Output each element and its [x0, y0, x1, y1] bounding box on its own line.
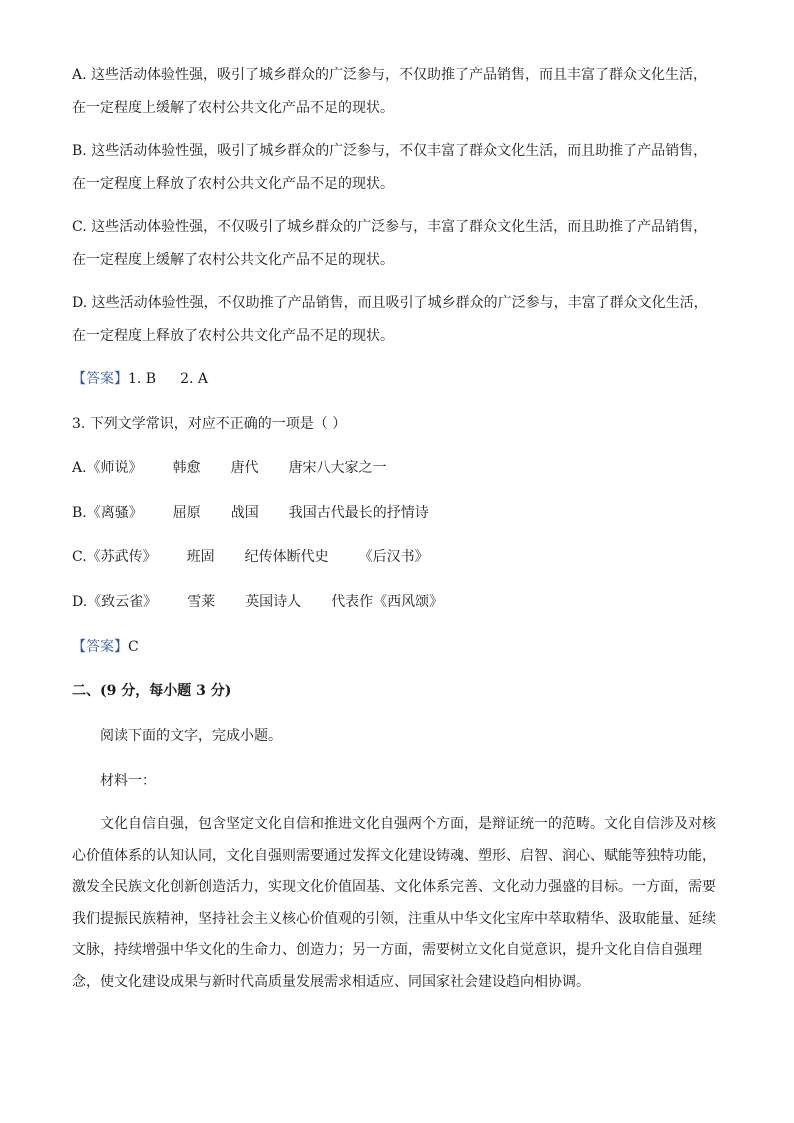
q3-option-label: B.	[72, 505, 87, 521]
q2-option-d-line2: 在一定程度上释放了农村公共文化产品不足的现状。	[72, 328, 394, 344]
q3-option-era: 纪传体断代史	[244, 549, 329, 565]
question-3-stem: 3. 下列文学常识，对应不正确的一项是（ ）	[72, 416, 347, 432]
q3-option-work: 《师说》	[86, 460, 143, 476]
q3-option-note: 我国古代最长的抒情诗	[288, 505, 429, 521]
q3-option-label: D.	[72, 594, 88, 610]
q3-option-work: 《致云雀》	[87, 594, 158, 610]
q2-option-a-line2: 在一定程度上缓解了农村公共文化产品不足的现状。	[72, 100, 394, 116]
q3-option-work: 《苏武传》	[86, 549, 157, 565]
q3-option-author: 雪莱	[187, 594, 216, 610]
q3-option-label: C.	[72, 549, 87, 565]
q2-option-a-line1: A. 这些活动体验性强，吸引了城乡群众的广泛参与，不仅助推了产品销售，而且丰富了群众文化生活，	[72, 67, 708, 83]
answer-3-value: C	[128, 639, 139, 655]
material-1-title: 材料一：	[100, 773, 156, 789]
q3-option-note: 唐宋八大家之一	[288, 460, 387, 476]
q3-option-author: 韩愈	[172, 460, 201, 476]
section-2-heading: 二、(9 分，每小题 3 分)	[72, 683, 232, 699]
q2-option-d-line1: D. 这些活动体验性强，不仅助推了产品销售，而且吸引了城乡群众的广泛参与，丰富了群众文化生活，	[72, 295, 708, 311]
q3-option-d	[72, 593, 443, 611]
q3-option-note: 《后汉书》	[358, 549, 429, 565]
q3-option-c	[72, 548, 429, 566]
q3-option-b	[72, 504, 429, 522]
q3-option-author: 屈原	[172, 505, 201, 521]
q2-option-c-line2: 在一定程度上缓解了农村公共文化产品不足的现状。	[72, 252, 394, 268]
q3-option-author: 班固	[186, 549, 215, 565]
q3-option-era: 战国	[230, 505, 259, 521]
q2-option-c-line1: C. 这些活动体验性强，不仅吸引了城乡群众的广泛参与，丰富了群众文化生活，而且助推了产品销售，	[72, 219, 708, 235]
answer-tag: 【答案】	[72, 639, 128, 655]
q3-option-era: 英国诗人	[245, 594, 302, 610]
answer-2-value: 2. A	[180, 371, 209, 387]
q3-option-era: 唐代	[230, 460, 259, 476]
q2-option-b-line2: 在一定程度上释放了农村公共文化产品不足的现状。	[72, 176, 394, 192]
section-2-instruction: 阅读下面的文字，完成小题。	[100, 728, 282, 744]
answer-3-row	[72, 638, 139, 656]
answer-1-row	[72, 370, 208, 388]
answer-1-value: 1. B	[128, 371, 157, 387]
q3-option-note: 代表作《西风颂》	[331, 594, 444, 610]
material-1-paragraph: 文化自信自强，包含坚定文化自信和推进文化自强两个方面，是辩证统一的范畴。文化自信涉及对核心价值体系的认知认同，文化自强则需要通过发挥文化建设铸魂、塑形、启智、润心、赋能等独特功能，激发全民族文化创新创造活力，实现文化价值固基、文化体系完善、文化动力强盛的目标。一方面，需要我们提振民族精神，坚持社会主义核心价值观的引领，注重从中华文化宝库中萃取精华、汲取能量、延续文脉，持续增强中华文化的生命力、创造力；另一方面，需要树立文化自觉意识，提升文化自信自强理念，使文化建设成果与新时代高质量发展需求相适应、同国家社会建设趋向相协调。	[72, 816, 716, 990]
q3-option-label: A.	[72, 460, 87, 476]
q2-option-b-line1: B. 这些活动体验性强，吸引了城乡群众的广泛参与，不仅丰富了群众文化生活，而且助推了产品销售，	[72, 143, 708, 159]
q3-option-work: 《离骚》	[86, 505, 143, 521]
answer-tag: 【答案】	[72, 371, 128, 387]
q3-option-a	[72, 459, 387, 477]
